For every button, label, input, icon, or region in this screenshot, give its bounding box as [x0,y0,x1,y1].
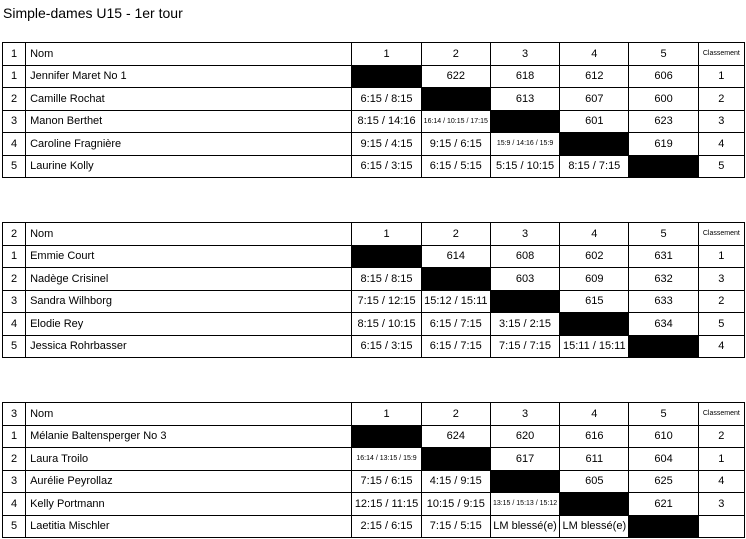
ranking-cell: 5 [698,313,744,336]
table-row [3,335,745,358]
row-index: 4 [3,133,26,156]
match-cell: 631 [629,245,698,268]
match-cell: 614 [421,245,490,268]
player-name: Caroline Fragnière [26,133,352,156]
table-header-row [3,43,745,66]
match-cell: 8:15 / 8:15 [352,268,421,291]
match-cell: 607 [560,88,629,111]
match-cell: 6:15 / 7:15 [421,335,490,358]
player-name: Camille Rochat [26,88,352,111]
row-index: 5 [3,155,26,178]
match-cell: 604 [629,448,698,471]
ranking-header: Classement [698,223,744,246]
column-header: 5 [629,43,698,66]
column-header: 3 [490,403,559,426]
name-header: Nom [26,403,352,426]
group-number: 3 [3,403,26,426]
self-match-cell [421,88,490,111]
column-header: 3 [490,43,559,66]
match-cell: 8:15 / 14:16 [352,110,421,133]
group-table-2 [2,222,745,358]
player-name: Jennifer Maret No 1 [26,65,352,88]
player-name: Laura Troilo [26,448,352,471]
self-match-cell [490,470,559,493]
column-header: 3 [490,223,559,246]
self-match-cell [352,245,421,268]
player-name: Jessica Rohrbasser [26,335,352,358]
ranking-cell: 2 [698,425,744,448]
match-cell: 16:14 / 13:15 / 15:9 [352,448,421,471]
self-match-cell [629,515,698,538]
ranking-cell: 4 [698,133,744,156]
self-match-cell [560,493,629,516]
column-header: 4 [560,403,629,426]
match-cell: 15:9 / 14:16 / 15:9 [490,133,559,156]
name-header: Nom [26,43,352,66]
ranking-cell: 3 [698,110,744,133]
match-cell: 624 [421,425,490,448]
match-cell: 6:15 / 3:15 [352,155,421,178]
match-cell: 620 [490,425,559,448]
match-cell: 8:15 / 7:15 [560,155,629,178]
match-cell: 602 [560,245,629,268]
table-row [3,88,745,111]
row-index: 2 [3,448,26,471]
ranking-header: Classement [698,403,744,426]
match-cell: 5:15 / 10:15 [490,155,559,178]
match-cell: 625 [629,470,698,493]
row-index: 3 [3,110,26,133]
match-cell: 603 [490,268,559,291]
ranking-cell: 4 [698,335,744,358]
player-name: Manon Berthet [26,110,352,133]
player-name: Laurine Kolly [26,155,352,178]
row-index: 5 [3,335,26,358]
match-cell: 610 [629,425,698,448]
ranking-cell: 5 [698,155,744,178]
match-cell: 7:15 / 7:15 [490,335,559,358]
match-cell: 623 [629,110,698,133]
group-table-1 [2,42,745,178]
row-index: 1 [3,425,26,448]
player-name: Kelly Portmann [26,493,352,516]
match-cell: 16:14 / 10:15 / 17:15 [421,110,490,133]
ranking-cell: 3 [698,268,744,291]
column-header: 4 [560,223,629,246]
match-cell: 9:15 / 4:15 [352,133,421,156]
match-cell: 621 [629,493,698,516]
ranking-cell: 2 [698,290,744,313]
table-row [3,110,745,133]
match-cell: 606 [629,65,698,88]
group-table-3 [2,402,745,538]
match-cell: 601 [560,110,629,133]
column-header: 1 [352,223,421,246]
player-name: Mélanie Baltensperger No 3 [26,425,352,448]
self-match-cell [352,65,421,88]
self-match-cell [490,110,559,133]
match-cell: 13:15 / 15:13 / 15:12 [490,493,559,516]
ranking-cell [698,515,744,538]
match-cell: 15:11 / 15:11 [560,335,629,358]
match-cell: 2:15 / 6:15 [352,515,421,538]
self-match-cell [352,425,421,448]
match-cell: 615 [560,290,629,313]
row-index: 4 [3,313,26,336]
match-cell: 9:15 / 6:15 [421,133,490,156]
player-name: Emmie Court [26,245,352,268]
table-header-row [3,403,745,426]
column-header: 1 [352,43,421,66]
name-header: Nom [26,223,352,246]
table-row [3,268,745,291]
match-cell: 618 [490,65,559,88]
table-header-row [3,223,745,246]
match-cell: 611 [560,448,629,471]
match-cell: 633 [629,290,698,313]
row-index: 2 [3,88,26,111]
table-row [3,313,745,336]
row-index: 4 [3,493,26,516]
ranking-header: Classement [698,43,744,66]
match-cell: 6:15 / 3:15 [352,335,421,358]
match-cell: 10:15 / 9:15 [421,493,490,516]
self-match-cell [629,335,698,358]
match-cell: 608 [490,245,559,268]
match-cell: 619 [629,133,698,156]
match-cell: 15:12 / 15:11 [421,290,490,313]
self-match-cell [629,155,698,178]
table-row [3,425,745,448]
table-row [3,290,745,313]
match-cell: 3:15 / 2:15 [490,313,559,336]
row-index: 1 [3,245,26,268]
column-header: 1 [352,403,421,426]
match-cell: 609 [560,268,629,291]
self-match-cell [560,313,629,336]
column-header: 2 [421,223,490,246]
match-cell: 6:15 / 7:15 [421,313,490,336]
table-row [3,493,745,516]
ranking-cell: 2 [698,88,744,111]
row-index: 3 [3,470,26,493]
player-name: Nadège Crisinel [26,268,352,291]
match-cell: 7:15 / 12:15 [352,290,421,313]
column-header: 4 [560,43,629,66]
player-name: Elodie Rey [26,313,352,336]
match-cell: 613 [490,88,559,111]
match-cell: 634 [629,313,698,336]
match-cell: 8:15 / 10:15 [352,313,421,336]
row-index: 3 [3,290,26,313]
self-match-cell [560,133,629,156]
match-cell: 12:15 / 11:15 [352,493,421,516]
match-cell: LM blessé(e) [490,515,559,538]
column-header: 5 [629,403,698,426]
player-name: Laetitia Mischler [26,515,352,538]
table-row [3,133,745,156]
row-index: 5 [3,515,26,538]
column-header: 2 [421,403,490,426]
match-cell: 612 [560,65,629,88]
match-cell: 7:15 / 5:15 [421,515,490,538]
table-row [3,65,745,88]
column-header: 2 [421,43,490,66]
ranking-cell: 1 [698,245,744,268]
match-cell: 6:15 / 8:15 [352,88,421,111]
match-cell: 605 [560,470,629,493]
group-number: 2 [3,223,26,246]
page-title: Simple-dames U15 - 1er tour [3,5,183,21]
player-name: Sandra Wilhborg [26,290,352,313]
self-match-cell [490,290,559,313]
row-index: 1 [3,65,26,88]
self-match-cell [421,268,490,291]
ranking-cell: 4 [698,470,744,493]
table-row [3,515,745,538]
match-cell: 632 [629,268,698,291]
match-cell: 622 [421,65,490,88]
match-cell: 6:15 / 5:15 [421,155,490,178]
match-cell: 600 [629,88,698,111]
table-row [3,245,745,268]
self-match-cell [421,448,490,471]
ranking-cell: 3 [698,493,744,516]
table-row [3,470,745,493]
match-cell: LM blessé(e) [560,515,629,538]
match-cell: 4:15 / 9:15 [421,470,490,493]
table-row [3,448,745,471]
ranking-cell: 1 [698,65,744,88]
group-number: 1 [3,43,26,66]
match-cell: 616 [560,425,629,448]
row-index: 2 [3,268,26,291]
table-row [3,155,745,178]
match-cell: 7:15 / 6:15 [352,470,421,493]
player-name: Aurélie Peyrollaz [26,470,352,493]
match-cell: 617 [490,448,559,471]
column-header: 5 [629,223,698,246]
ranking-cell: 1 [698,448,744,471]
